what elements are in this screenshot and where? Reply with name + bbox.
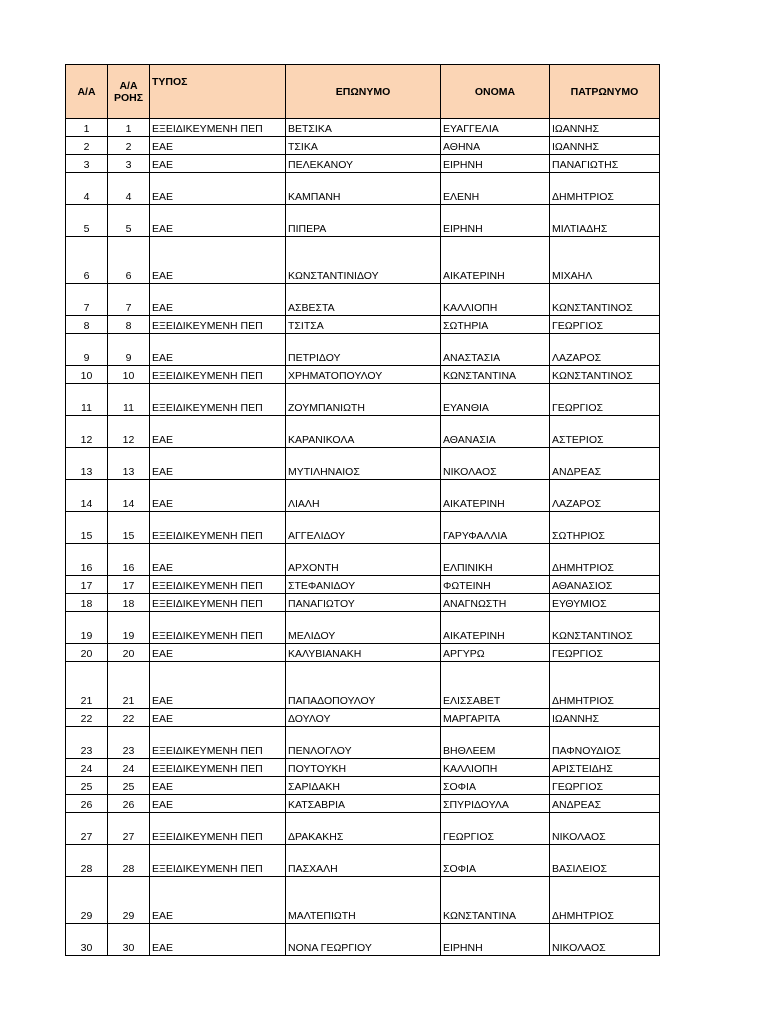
- table-row: [66, 795, 660, 813]
- cell-surname: ΠΕΝΛΟΓΛΟΥ: [286, 727, 441, 759]
- cell-surname: ΜΑΛΤΕΠΙΩΤΗ: [286, 877, 441, 924]
- cell-flow: 7: [108, 284, 150, 316]
- cell-aa: 25: [66, 777, 108, 795]
- cell-aa: 8: [66, 316, 108, 334]
- table-row: [66, 813, 660, 845]
- cell-father: ΒΑΣΙΛΕΙΟΣ: [550, 845, 660, 877]
- cell-aa: 4: [66, 173, 108, 205]
- cell-father: ΛΑΖΑΡΟΣ: [550, 480, 660, 512]
- cell-surname: ΜΕΛΙΔΟΥ: [286, 612, 441, 644]
- cell-flow: 5: [108, 205, 150, 237]
- table-row: [66, 877, 660, 924]
- table-row: [66, 924, 660, 956]
- cell-surname: ΑΡΧΟΝΤΗ: [286, 544, 441, 576]
- cell-father: ΔΗΜΗΤΡΙΟΣ: [550, 662, 660, 709]
- cell-name: ΕΛΕΝΗ: [441, 173, 550, 205]
- cell-aa: 22: [66, 709, 108, 727]
- cell-aa: 12: [66, 416, 108, 448]
- cell-aa: 29: [66, 877, 108, 924]
- cell-type: ΕΞΕΙΔΙΚΕΥΜΕΝΗ ΠΕΠ: [150, 594, 286, 612]
- cell-flow: 23: [108, 727, 150, 759]
- cell-flow: 3: [108, 155, 150, 173]
- cell-surname: ΤΣΙΚΑ: [286, 137, 441, 155]
- cell-surname: ΠΑΝΑΓΙΩΤΟΥ: [286, 594, 441, 612]
- table-row: [66, 644, 660, 662]
- cell-father: ΔΗΜΗΤΡΙΟΣ: [550, 877, 660, 924]
- cell-father: ΓΕΩΡΓΙΟΣ: [550, 316, 660, 334]
- cell-type: ΕΑΕ: [150, 416, 286, 448]
- cell-surname: ΚΑΜΠΑΝΗ: [286, 173, 441, 205]
- cell-type: ΕΞΕΙΔΙΚΕΥΜΕΝΗ ΠΕΠ: [150, 759, 286, 777]
- cell-type: ΕΑΕ: [150, 284, 286, 316]
- table-row: [66, 366, 660, 384]
- cell-father: ΠΑΝΑΓΙΩΤΗΣ: [550, 155, 660, 173]
- header-row: [66, 65, 660, 119]
- cell-name: ΑΝΑΓΝΩΣΤΗ: [441, 594, 550, 612]
- cell-type: ΕΞΕΙΔΙΚΕΥΜΕΝΗ ΠΕΠ: [150, 727, 286, 759]
- cell-father: ΑΝΔΡΕΑΣ: [550, 795, 660, 813]
- cell-surname: ΣΑΡΙΔΑΚΗ: [286, 777, 441, 795]
- cell-flow: 18: [108, 594, 150, 612]
- cell-father: ΓΕΩΡΓΙΟΣ: [550, 644, 660, 662]
- cell-aa: 9: [66, 334, 108, 366]
- cell-flow: 12: [108, 416, 150, 448]
- cell-aa: 6: [66, 237, 108, 284]
- table-row: [66, 727, 660, 759]
- cell-father: ΙΩΑΝΝΗΣ: [550, 137, 660, 155]
- table-row: [66, 334, 660, 366]
- cell-aa: 15: [66, 512, 108, 544]
- cell-type: ΕΑΕ: [150, 877, 286, 924]
- cell-type: ΕΞΕΙΔΙΚΕΥΜΕΝΗ ΠΕΠ: [150, 845, 286, 877]
- cell-flow: 25: [108, 777, 150, 795]
- applicants-table: [65, 64, 660, 956]
- cell-aa: 30: [66, 924, 108, 956]
- cell-flow: 26: [108, 795, 150, 813]
- table-row: [66, 137, 660, 155]
- cell-type: ΕΞΕΙΔΙΚΕΥΜΕΝΗ ΠΕΠ: [150, 512, 286, 544]
- cell-name: ΑΙΚΑΤΕΡΙΝΗ: [441, 612, 550, 644]
- header-surname: ΕΠΩΝΥΜΟ: [286, 65, 441, 119]
- cell-type: ΕΑΕ: [150, 644, 286, 662]
- cell-type: ΕΑΕ: [150, 709, 286, 727]
- cell-surname: ΚΑΤΣΑΒΡΙΑ: [286, 795, 441, 813]
- cell-father: ΚΩΝΣΤΑΝΤΙΝΟΣ: [550, 612, 660, 644]
- cell-aa: 19: [66, 612, 108, 644]
- cell-surname: ΤΣΙΤΣΑ: [286, 316, 441, 334]
- cell-name: ΦΩΤΕΙΝΗ: [441, 576, 550, 594]
- cell-surname: ΔΡΑΚΑΚΗΣ: [286, 813, 441, 845]
- cell-surname: ΚΑΛΥΒΙΑΝΑΚΗ: [286, 644, 441, 662]
- cell-type: ΕΑΕ: [150, 173, 286, 205]
- cell-father: ΣΩΤΗΡΙΟΣ: [550, 512, 660, 544]
- cell-type: ΕΑΕ: [150, 795, 286, 813]
- header-aa-flow-line1: Α/Α: [119, 79, 138, 92]
- cell-name: ΕΙΡΗΝΗ: [441, 155, 550, 173]
- cell-name: ΣΠΥΡΙΔΟΥΛΑ: [441, 795, 550, 813]
- cell-name: ΚΑΛΛΙΟΠΗ: [441, 759, 550, 777]
- cell-aa: 23: [66, 727, 108, 759]
- cell-name: ΚΩΝΣΤΑΝΤΙΝΑ: [441, 877, 550, 924]
- cell-father: ΔΗΜΗΤΡΙΟΣ: [550, 544, 660, 576]
- cell-surname: ΖΟΥΜΠΑΝΙΩΤΗ: [286, 384, 441, 416]
- cell-aa: 11: [66, 384, 108, 416]
- cell-name: ΓΑΡΥΦΑΛΛΙΑ: [441, 512, 550, 544]
- cell-name: ΕΛΙΣΣΑΒΕΤ: [441, 662, 550, 709]
- header-aa: Α/Α: [66, 65, 108, 119]
- cell-father: ΔΗΜΗΤΡΙΟΣ: [550, 173, 660, 205]
- cell-name: ΝΙΚΟΛΑΟΣ: [441, 448, 550, 480]
- cell-father: ΓΕΩΡΓΙΟΣ: [550, 384, 660, 416]
- cell-type: ΕΑΕ: [150, 480, 286, 512]
- cell-aa: 21: [66, 662, 108, 709]
- cell-father: ΚΩΝΣΤΑΝΤΙΝΟΣ: [550, 284, 660, 316]
- cell-type: ΕΑΕ: [150, 334, 286, 366]
- table-row: [66, 845, 660, 877]
- header-aa-flow: [108, 65, 150, 119]
- cell-type: ΕΑΕ: [150, 155, 286, 173]
- cell-type: ΕΞΕΙΔΙΚΕΥΜΕΝΗ ΠΕΠ: [150, 576, 286, 594]
- cell-name: ΕΥΑΝΘΙΑ: [441, 384, 550, 416]
- cell-flow: 24: [108, 759, 150, 777]
- table-row: [66, 384, 660, 416]
- cell-father: ΑΣΤΕΡΙΟΣ: [550, 416, 660, 448]
- cell-name: ΚΩΝΣΤΑΝΤΙΝΑ: [441, 366, 550, 384]
- cell-surname: ΠΙΠΕΡΑ: [286, 205, 441, 237]
- cell-flow: 9: [108, 334, 150, 366]
- cell-name: ΜΑΡΓΑΡΙΤΑ: [441, 709, 550, 727]
- cell-name: ΕΙΡΗΝΗ: [441, 924, 550, 956]
- header-father: ΠΑΤΡΩΝΥΜΟ: [550, 65, 660, 119]
- cell-father: ΜΙΧΑΗΛ: [550, 237, 660, 284]
- cell-father: ΙΩΑΝΝΗΣ: [550, 709, 660, 727]
- cell-flow: 4: [108, 173, 150, 205]
- cell-name: ΑΙΚΑΤΕΡΙΝΗ: [441, 480, 550, 512]
- table-row: [66, 155, 660, 173]
- cell-type: ΕΞΕΙΔΙΚΕΥΜΕΝΗ ΠΕΠ: [150, 612, 286, 644]
- cell-name: ΑΝΑΣΤΑΣΙΑ: [441, 334, 550, 366]
- cell-type: ΕΞΕΙΔΙΚΕΥΜΕΝΗ ΠΕΠ: [150, 813, 286, 845]
- table-row: [66, 594, 660, 612]
- cell-flow: 30: [108, 924, 150, 956]
- cell-surname: ΛΙΑΛΗ: [286, 480, 441, 512]
- cell-father: ΑΘΑΝΑΣΙΟΣ: [550, 576, 660, 594]
- cell-flow: 15: [108, 512, 150, 544]
- cell-name: ΑΡΓΥΡΩ: [441, 644, 550, 662]
- cell-flow: 10: [108, 366, 150, 384]
- cell-aa: 5: [66, 205, 108, 237]
- cell-father: ΝΙΚΟΛΑΟΣ: [550, 813, 660, 845]
- table-row: [66, 759, 660, 777]
- cell-father: ΙΩΑΝΝΗΣ: [550, 119, 660, 137]
- table-row: [66, 284, 660, 316]
- table-row: [66, 480, 660, 512]
- table-row: [66, 612, 660, 644]
- cell-father: ΓΕΩΡΓΙΟΣ: [550, 777, 660, 795]
- cell-surname: ΑΓΓΕΛΙΔΟΥ: [286, 512, 441, 544]
- cell-surname: ΒΕΤΣΙΚΑ: [286, 119, 441, 137]
- table-row: [66, 237, 660, 284]
- cell-flow: 2: [108, 137, 150, 155]
- cell-flow: 19: [108, 612, 150, 644]
- cell-flow: 8: [108, 316, 150, 334]
- table-row: [66, 576, 660, 594]
- cell-flow: 13: [108, 448, 150, 480]
- cell-surname: ΜΥΤΙΛΗΝΑΙΟΣ: [286, 448, 441, 480]
- cell-type: ΕΑΕ: [150, 137, 286, 155]
- cell-aa: 13: [66, 448, 108, 480]
- cell-name: ΣΩΤΗΡΙΑ: [441, 316, 550, 334]
- cell-name: ΕΛΠΙΝΙΚΗ: [441, 544, 550, 576]
- cell-type: ΕΑΕ: [150, 924, 286, 956]
- table-row: [66, 544, 660, 576]
- cell-name: ΣΟΦΙΑ: [441, 777, 550, 795]
- cell-surname: ΝΟΝΑ ΓΕΩΡΓΙΟΥ: [286, 924, 441, 956]
- cell-father: ΑΡΙΣΤΕΙΔΗΣ: [550, 759, 660, 777]
- cell-aa: 20: [66, 644, 108, 662]
- cell-flow: 16: [108, 544, 150, 576]
- cell-flow: 29: [108, 877, 150, 924]
- cell-name: ΣΟΦΙΑ: [441, 845, 550, 877]
- cell-aa: 10: [66, 366, 108, 384]
- cell-surname: ΠΑΣΧΑΛΗ: [286, 845, 441, 877]
- cell-father: ΚΩΝΣΤΑΝΤΙΝΟΣ: [550, 366, 660, 384]
- cell-name: ΕΙΡΗΝΗ: [441, 205, 550, 237]
- cell-flow: 14: [108, 480, 150, 512]
- table-row: [66, 205, 660, 237]
- cell-flow: 22: [108, 709, 150, 727]
- cell-aa: 2: [66, 137, 108, 155]
- cell-flow: 21: [108, 662, 150, 709]
- cell-aa: 1: [66, 119, 108, 137]
- cell-type: ΕΞΕΙΔΙΚΕΥΜΕΝΗ ΠΕΠ: [150, 316, 286, 334]
- cell-father: ΛΑΖΑΡΟΣ: [550, 334, 660, 366]
- header-name: ΟΝΟΜΑ: [441, 65, 550, 119]
- cell-flow: 11: [108, 384, 150, 416]
- cell-surname: ΚΑΡΑΝΙΚΟΛΑ: [286, 416, 441, 448]
- cell-father: ΕΥΘΥΜΙΟΣ: [550, 594, 660, 612]
- cell-type: ΕΑΕ: [150, 662, 286, 709]
- cell-type: ΕΑΕ: [150, 205, 286, 237]
- cell-surname: ΣΤΕΦΑΝΙΔΟΥ: [286, 576, 441, 594]
- table-row: [66, 662, 660, 709]
- table-row: [66, 512, 660, 544]
- cell-father: ΠΑΦΝΟΥΔΙΟΣ: [550, 727, 660, 759]
- cell-surname: ΠΕΛΕΚΑΝΟΥ: [286, 155, 441, 173]
- table-row: [66, 119, 660, 137]
- cell-name: ΕΥΑΓΓΕΛΙΑ: [441, 119, 550, 137]
- cell-aa: 16: [66, 544, 108, 576]
- cell-type: ΕΞΕΙΔΙΚΕΥΜΕΝΗ ΠΕΠ: [150, 384, 286, 416]
- cell-surname: ΧΡΗΜΑΤΟΠΟΥΛΟΥ: [286, 366, 441, 384]
- cell-aa: 14: [66, 480, 108, 512]
- cell-flow: 27: [108, 813, 150, 845]
- cell-type: ΕΞΕΙΔΙΚΕΥΜΕΝΗ ΠΕΠ: [150, 119, 286, 137]
- cell-type: ΕΑΕ: [150, 544, 286, 576]
- cell-name: ΑΙΚΑΤΕΡΙΝΗ: [441, 237, 550, 284]
- table-row: [66, 173, 660, 205]
- cell-flow: 1: [108, 119, 150, 137]
- cell-aa: 27: [66, 813, 108, 845]
- cell-aa: 24: [66, 759, 108, 777]
- cell-type: ΕΞΕΙΔΙΚΕΥΜΕΝΗ ΠΕΠ: [150, 366, 286, 384]
- cell-name: ΑΘΗΝΑ: [441, 137, 550, 155]
- cell-name: ΓΕΩΡΓΙΟΣ: [441, 813, 550, 845]
- cell-type: ΕΑΕ: [150, 237, 286, 284]
- cell-flow: 28: [108, 845, 150, 877]
- cell-type: ΕΑΕ: [150, 777, 286, 795]
- table-row: [66, 316, 660, 334]
- cell-name: ΑΘΑΝΑΣΙΑ: [441, 416, 550, 448]
- header-type: ΤΥΠΟΣ: [150, 65, 286, 119]
- cell-name: ΚΑΛΛΙΟΠΗ: [441, 284, 550, 316]
- table-row: [66, 448, 660, 480]
- cell-surname: ΠΕΤΡΙΔΟΥ: [286, 334, 441, 366]
- cell-surname: ΠΟΥΤΟΥΚΗ: [286, 759, 441, 777]
- cell-aa: 3: [66, 155, 108, 173]
- cell-father: ΜΙΛΤΙΑΔΗΣ: [550, 205, 660, 237]
- cell-surname: ΠΑΠΑΔΟΠΟΥΛΟΥ: [286, 662, 441, 709]
- table-row: [66, 709, 660, 727]
- cell-name: ΒΗΘΛΕΕΜ: [441, 727, 550, 759]
- cell-surname: ΚΩΝΣΤΑΝΤΙΝΙΔΟΥ: [286, 237, 441, 284]
- cell-aa: 18: [66, 594, 108, 612]
- cell-father: ΝΙΚΟΛΑΟΣ: [550, 924, 660, 956]
- cell-father: ΑΝΔΡΕΑΣ: [550, 448, 660, 480]
- cell-type: ΕΑΕ: [150, 448, 286, 480]
- cell-aa: 28: [66, 845, 108, 877]
- table-row: [66, 416, 660, 448]
- cell-flow: 6: [108, 237, 150, 284]
- cell-aa: 17: [66, 576, 108, 594]
- cell-surname: ΑΣΒΕΣΤΑ: [286, 284, 441, 316]
- cell-aa: 7: [66, 284, 108, 316]
- cell-aa: 26: [66, 795, 108, 813]
- cell-flow: 17: [108, 576, 150, 594]
- cell-surname: ΔΟΥΛΟΥ: [286, 709, 441, 727]
- table-row: [66, 777, 660, 795]
- cell-flow: 20: [108, 644, 150, 662]
- table-body: [66, 119, 660, 956]
- header-aa-flow-line2: ΡΟΗΣ: [113, 91, 144, 104]
